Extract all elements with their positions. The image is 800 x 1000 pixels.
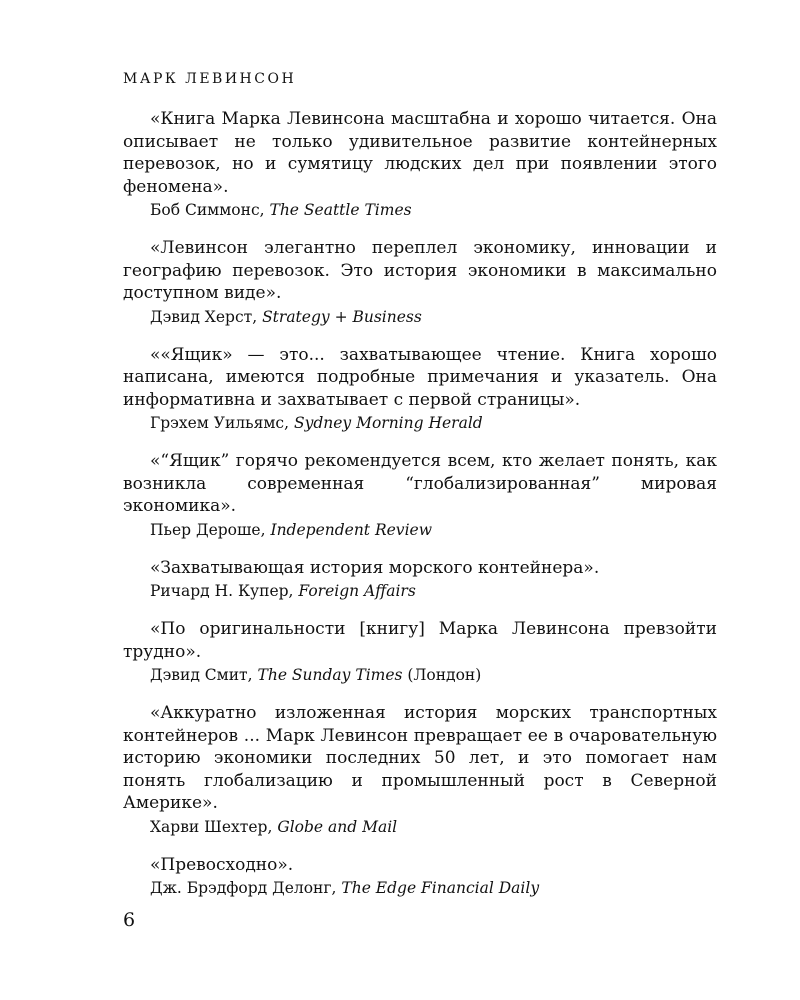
review-item xyxy=(123,108,717,221)
review-item xyxy=(123,618,717,686)
running-head: МАРК ЛЕВИНСОН xyxy=(123,71,297,87)
review-source: The Seattle Times xyxy=(269,201,412,219)
review-item xyxy=(123,450,717,541)
review-author: Дж. Брэдфорд Делонг, xyxy=(150,879,342,897)
review-author: Харви Шехтер, xyxy=(150,817,278,836)
review-author: Пьер Дероше, xyxy=(150,520,271,539)
review-quote: «Книга Марка Левинсона масштабна и хорошо читается. Она описывает не только удивительное развитие контейнерных перевозок, но и сумятицу людских дел при появлении этого феномена». xyxy=(123,109,717,197)
review-source-extra: (Лондон) xyxy=(402,666,482,684)
review-quote: «Левинсон элегантно переплел экономику, инновации и географию перевозок. Это история экономики в максимально доступном виде». xyxy=(123,238,717,303)
review-attribution xyxy=(123,878,717,899)
review-item xyxy=(123,557,717,603)
review-quote: «Аккуратно изложенная история морских транспортных контейнеров ... Марк Левинсон превращает ее в очаровательную историю экономики последних 50 лет, и это помогает нам понять глобализацию и промышленный рост в Северной Америке». xyxy=(123,703,717,813)
review-source: Globe and Mail xyxy=(277,817,398,836)
review-attribution xyxy=(123,817,717,838)
review-item xyxy=(123,344,717,435)
review-item xyxy=(123,702,717,838)
review-author: Грэхем Уильямс, xyxy=(150,414,294,432)
reviews-list xyxy=(123,108,717,915)
review-quote: «“Ящик” горячо рекомендуется всем, кто желает понять, как возникла современная “глобализированная” мировая экономика». xyxy=(123,451,717,516)
review-attribution xyxy=(123,413,717,434)
review-source: Foreign Affairs xyxy=(298,582,416,600)
review-attribution xyxy=(123,307,717,328)
review-attribution xyxy=(123,665,717,686)
review-source: The Sunday Times xyxy=(257,666,403,684)
review-author: Дэвид Херст, xyxy=(150,307,263,326)
book-page xyxy=(123,0,717,1000)
review-item xyxy=(123,854,717,900)
review-quote: «Захватывающая история морского контейнера». xyxy=(150,557,600,578)
review-author: Дэвид Смит, xyxy=(150,666,258,684)
review-item xyxy=(123,237,717,328)
review-attribution xyxy=(123,520,717,541)
review-quote: «Превосходно». xyxy=(150,854,294,875)
review-author: Ричард Н. Купер, xyxy=(150,582,299,600)
review-quote: ««Ящик» — это... захватывающее чтение. Книга хорошо написана, имеются подробные примечания и указатель. Она информативна и захватывает с первой страницы». xyxy=(123,344,717,410)
review-attribution xyxy=(123,581,717,602)
review-author: Боб Симмонс, xyxy=(150,201,270,219)
review-quote: «По оригинальности [книгу] Марка Левинсона превзойти трудно». xyxy=(123,619,717,662)
review-attribution xyxy=(123,200,717,221)
page-number: 6 xyxy=(123,909,136,931)
review-source: The Edge Financial Daily xyxy=(341,879,540,897)
review-source: Independent Review xyxy=(270,520,432,539)
review-source: Sydney Morning Herald xyxy=(293,414,483,432)
review-source: Strategy + Business xyxy=(262,307,422,326)
